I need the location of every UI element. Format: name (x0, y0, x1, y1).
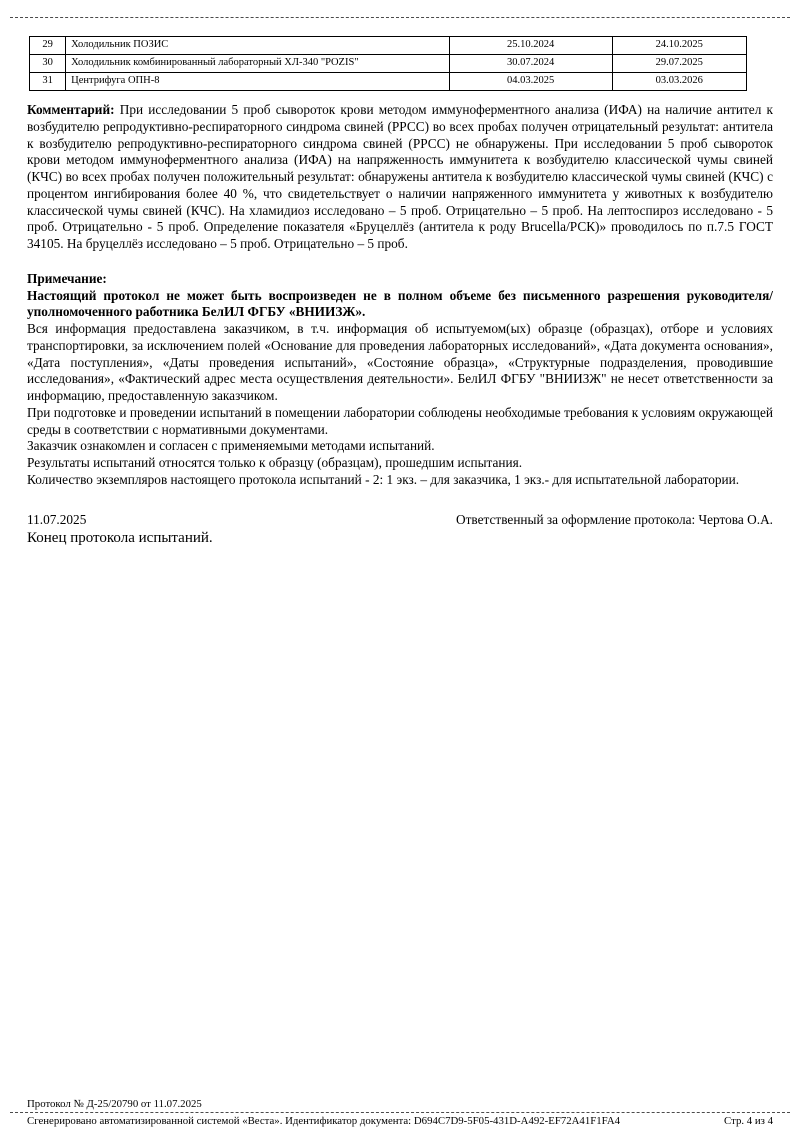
note-label: Примечание: (27, 270, 107, 286)
footer-generated-text: Сгенерировано автоматизированной системой «Веста». Идентификатор документа: D694C7D9-5F05-431D-A492-EF72A41F1FA4 (27, 1114, 621, 1127)
comment-text: При исследовании 5 проб сывороток крови методом иммуноферментного анализа (ИФА) на наличие антител к возбудителю репродуктивно-респираторного синдрома свиней (РРСС) во всех пробах получен отрицательный результат: антитела к возбудителю репродуктивно-респираторного синдрома свиней (РРСС) не обнаружены. При исследовании 5 проб сывороток крови методом иммуноферментного анализа (ИФА) на напряженность иммунитета к возбудителю классической чумы свиней (КЧС) во всех пробах получен положительный результат: обнаружены антитела к возбудителю классической чумы свиней (КЧС) с процентом ингибирования более 40 %, что свидетельствует о наличии напряженного иммунитета у животных к возбудителю классической чумы свиней (КЧС). На хламидиоз исследовано – 5 проб. Отрицательно – 5 проб. На лептоспироз исследовано - 5 проб. Отрицательно - 5 проб. Определение показателя «Бруцеллёз (антитела к роду Brucella/РСК)» проводилось по п.7.5 ГОСТ 34105. На бруцеллёз исследовано – 5 проб. Отрицательно – 5 проб. (27, 102, 773, 251)
date-cell: 29.07.2025 (612, 55, 746, 73)
signoff-row (27, 512, 773, 529)
table-row (30, 55, 747, 73)
signoff-responsible: Ответственный за оформление протокола: Чертова О.А. (456, 511, 773, 527)
equipment-name-cell: Холодильник комбинированный лабораторный ХЛ-340 "POZIS" (66, 55, 450, 73)
date-cell: 30.07.2024 (449, 55, 612, 73)
comment-label: Комментарий: (27, 102, 115, 117)
note-paragraph: Результаты испытаний относятся только к образцу (образцам), прошедшим испытания. (27, 455, 523, 470)
footer-page-number: Стр. 4 из 4 (724, 1114, 773, 1127)
note-paragraph: При подготовке и проведении испытаний в помещении лаборатории соблюдены необходимые требования к условиям окружающей среды в соответствии с нормативными документами. (27, 404, 773, 437)
date-cell: 03.03.2026 (612, 73, 746, 91)
note-section (27, 271, 773, 489)
date-cell: 24.10.2025 (612, 37, 746, 55)
note-paragraph: Вся информация предоставлена заказчиком, в т.ч. информация об испытуемом(ых) образце (образцах), отборе и условиях транспортировки, за исключением полей «Основание для проведения лабораторных исследований», «Дата документа основания», «Дата поступления», «Даты проведения испытаний», «Состояние образца», «Структурные подразделения, проводившие исследования», «Фактический адрес места осуществления деятельности». БелИЛ ФГБУ "ВНИИЗЖ" не несет ответственности за информацию, предоставленную заказчиком. (27, 321, 773, 403)
comment-paragraph (27, 102, 773, 253)
end-of-protocol-text: Конец протокола испытаний. (27, 530, 213, 547)
row-number-cell: 29 (30, 37, 66, 55)
equipment-table (29, 36, 747, 91)
footer-protocol-number: Протокол № Д-25/20790 от 11.07.2025 (27, 1097, 202, 1110)
note-paragraph: Настоящий протокол не может быть воспроизведен не в полном объеме без письменного разрешения руководителя/уполномоченного работника БелИЛ ФГБУ «ВНИИЗЖ». (27, 287, 773, 320)
date-cell: 04.03.2025 (449, 73, 612, 91)
note-paragraph: Заказчик ознакомлен и согласен с применяемыми методами испытаний. (27, 438, 435, 454)
footer-dashed-divider (10, 1112, 790, 1113)
equipment-name-cell: Холодильник ПОЗИС (66, 37, 450, 55)
row-number-cell: 31 (30, 73, 66, 91)
top-dashed-divider (10, 17, 790, 18)
table-row (30, 37, 747, 55)
note-paragraph: Количество экземпляров настоящего протокола испытаний - 2: 1 экз. – для заказчика, 1 экз.- для испытательной лаборатории. (27, 471, 740, 487)
date-cell: 25.10.2024 (449, 37, 612, 55)
table-row (30, 73, 747, 91)
row-number-cell: 30 (30, 55, 66, 73)
signoff-date: 11.07.2025 (27, 511, 87, 527)
page-footer (0, 1097, 800, 1128)
equipment-name-cell: Центрифуга ОПН-8 (66, 73, 450, 91)
comment-section (27, 102, 773, 253)
